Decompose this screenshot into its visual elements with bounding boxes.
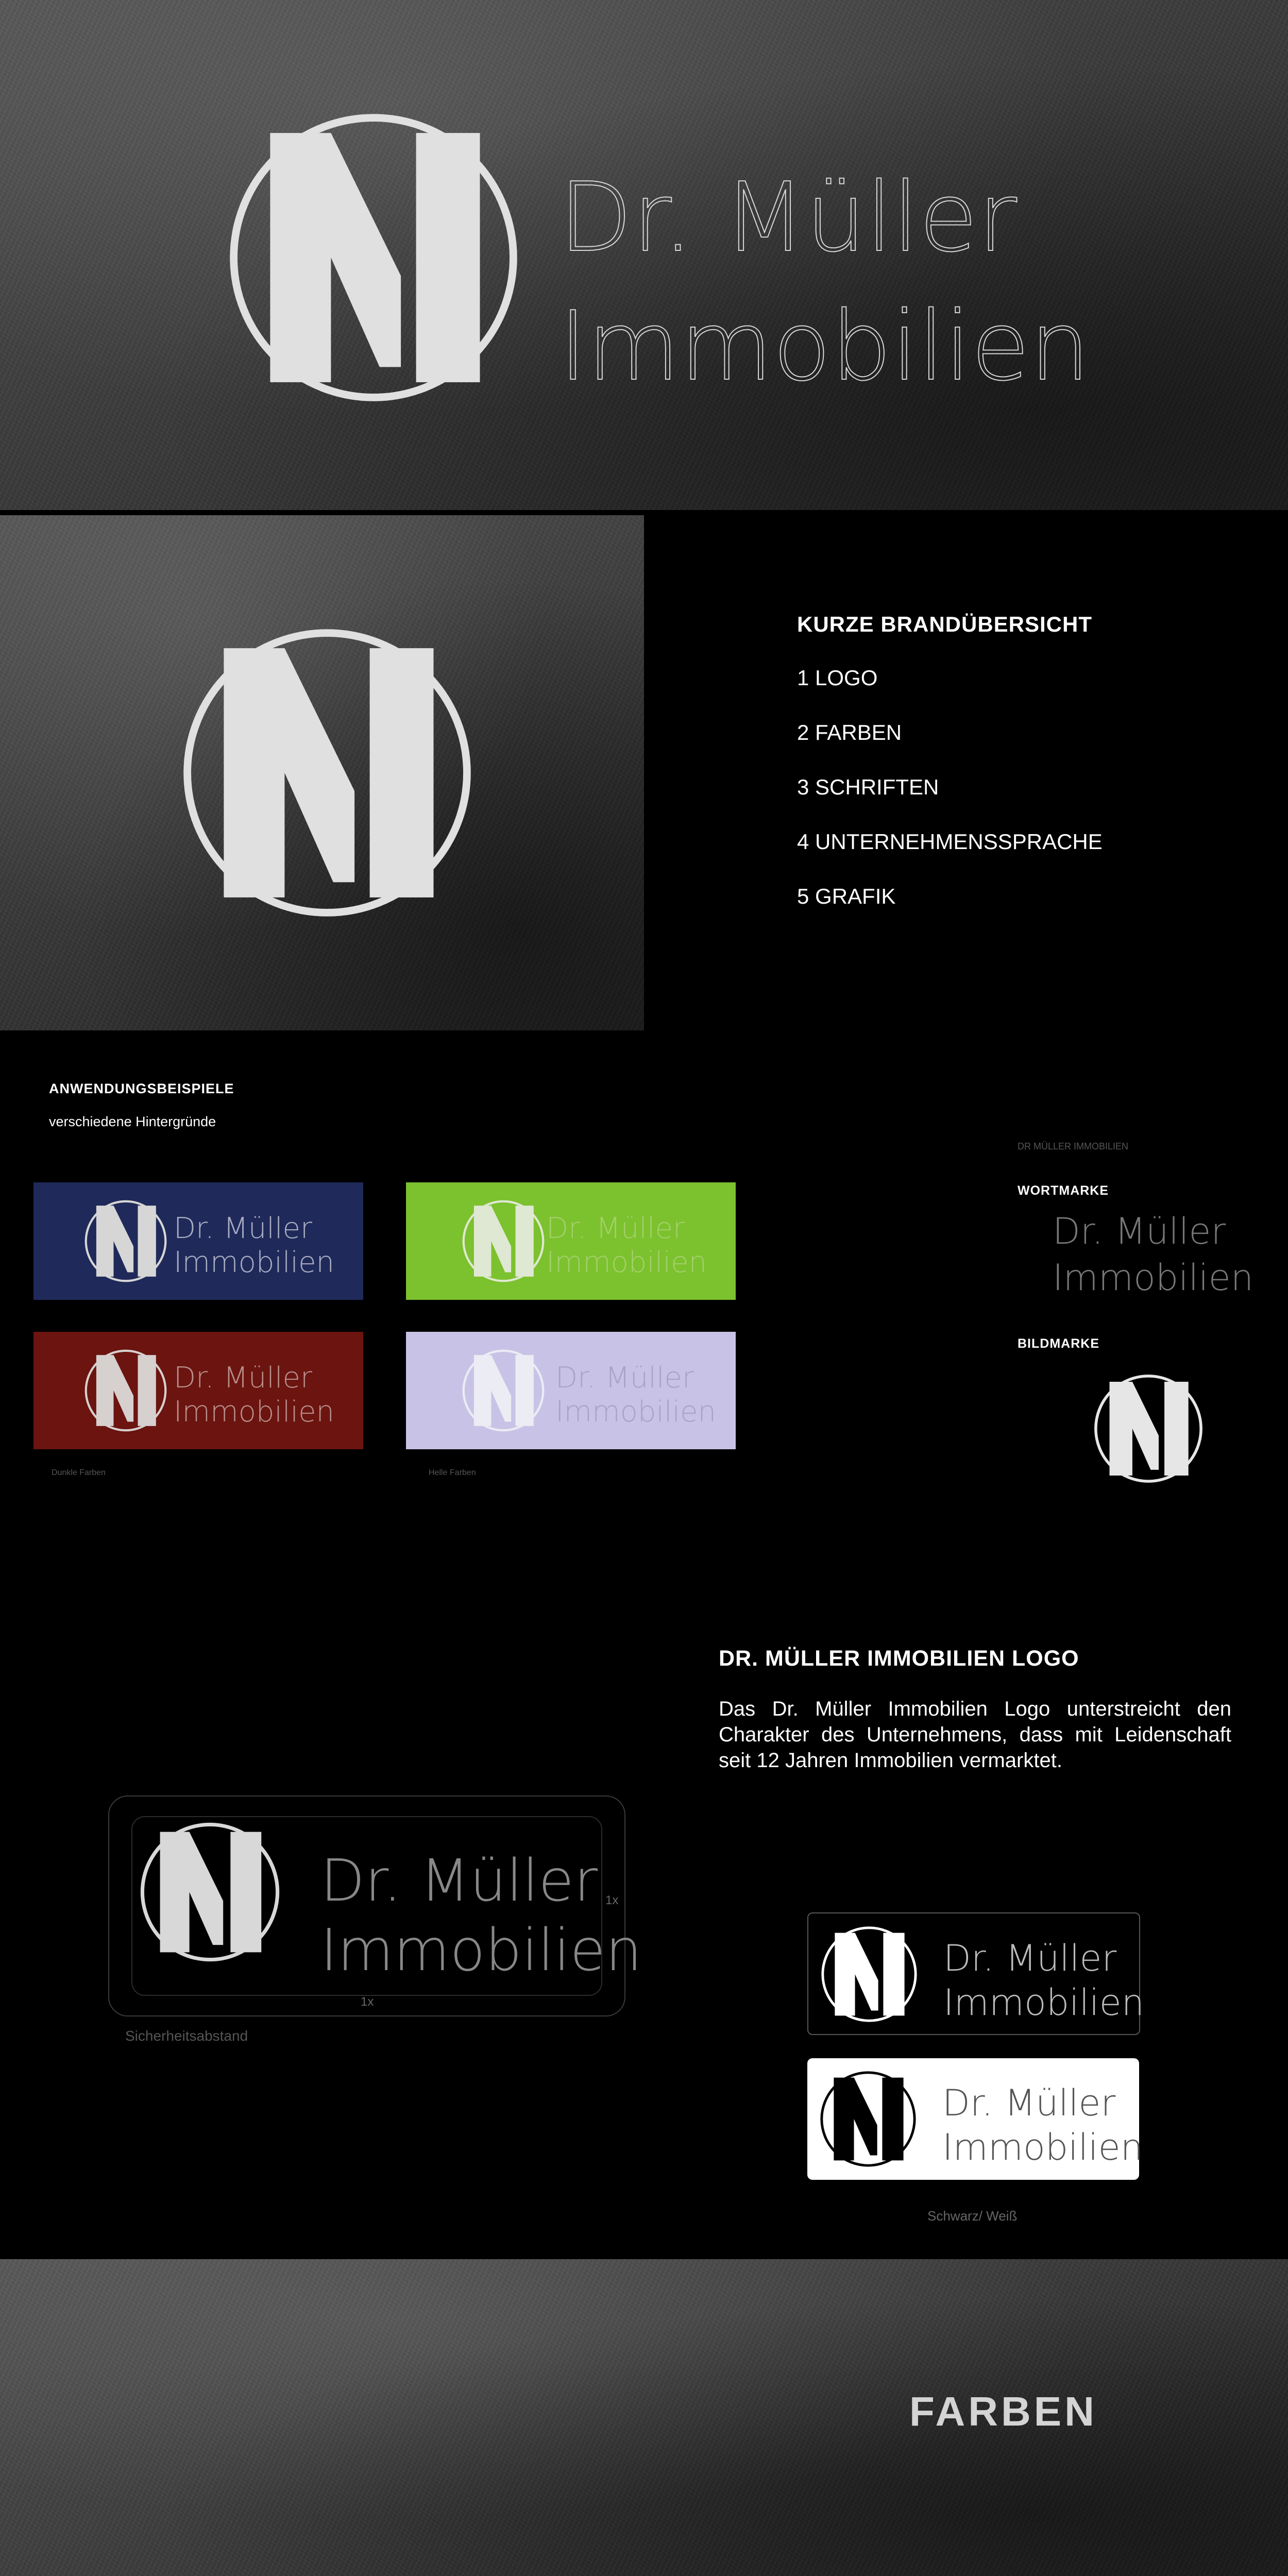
- overview-item-farben: 2 FARBEN: [797, 720, 902, 744]
- bw-caption: Schwarz/ Weiß: [927, 2208, 1018, 2224]
- monogram-logo: [819, 1924, 920, 2025]
- monogram-logo: [82, 1198, 169, 1284]
- wordmark-line2: Immobilien: [1053, 1257, 1254, 1299]
- overview-item-unternehmenssprache: 4 UNTERNEHMENSSPRACHE: [797, 829, 1103, 854]
- brand-small-label: DR MÜLLER IMMOBILIEN: [1018, 1141, 1129, 1151]
- variant-wordmark-line1: Dr. Müller: [942, 2082, 1116, 2124]
- safety-wordmark-line1: Dr. Müller: [320, 1848, 598, 1914]
- card-wordmark-line2: Immobilien: [546, 1246, 707, 1279]
- card-wordmark-line2: Immobilien: [174, 1246, 335, 1279]
- examples-subtitle: verschiedene Hintergründe: [49, 1114, 216, 1129]
- safety-wordmark-line2: Immobilien: [320, 1917, 642, 1984]
- overview-image: [0, 515, 644, 1030]
- variant-wordmark-line1: Dr. Müller: [943, 1937, 1117, 1979]
- logo-variant-white: [807, 2058, 1144, 2180]
- wordmark-label: WORTMARKE: [1018, 1183, 1109, 1198]
- variant-wordmark-line2: Immobilien: [942, 2126, 1144, 2168]
- dark-colors-caption: Dunkle Farben: [52, 1468, 106, 1477]
- safety-margin-caption: Sicherheitsabstand: [125, 2028, 248, 2044]
- logo-section-title: DR. MÜLLER IMMOBILIEN LOGO: [719, 1646, 1079, 1671]
- dimension-label-bottom: 1x: [361, 1995, 374, 2009]
- card-wordmark-line1: Dr. Müller: [174, 1212, 313, 1245]
- card-wordmark-line1: Dr. Müller: [546, 1212, 685, 1245]
- overview-item-grafik: 5 GRAFIK: [797, 884, 896, 908]
- overview-item-schriften: 3 SCHRIFTEN: [797, 775, 939, 799]
- hero-wordmark-line1: Dr. Müller: [559, 162, 1017, 273]
- card-wordmark-line1: Dr. Müller: [555, 1361, 694, 1395]
- overview-item-logo: 1 LOGO: [797, 666, 878, 690]
- card-wordmark-line1: Dr. Müller: [174, 1361, 313, 1395]
- example-card-navy: [33, 1182, 363, 1300]
- monogram-logo: [460, 1198, 547, 1284]
- examples-title: ANWENDUNGSBEISPIELE: [49, 1081, 234, 1096]
- logo-variant-black: [807, 1912, 1145, 2035]
- footer-banner: [0, 2259, 1288, 2576]
- dimension-label-right: 1x: [605, 1893, 619, 1907]
- light-colors-caption: Helle Farben: [429, 1468, 476, 1477]
- bildmarke-label: BILDMARKE: [1018, 1336, 1099, 1351]
- monogram-logo: [818, 2069, 919, 2170]
- wordmark-line1: Dr. Müller: [1053, 1210, 1226, 1252]
- hero-wordmark-line2: Immobilien: [559, 291, 1090, 402]
- monogram-logo: [137, 1819, 283, 1965]
- monogram-logo: [175, 621, 479, 925]
- example-card-lavender: [406, 1332, 736, 1449]
- example-card-red: [33, 1332, 363, 1449]
- footer-title: FARBEN: [909, 2388, 1097, 2434]
- hero-banner: [0, 0, 1288, 510]
- bildmarke-logo: [1091, 1371, 1206, 1486]
- variant-wordmark-line2: Immobilien: [943, 1981, 1145, 2024]
- monogram-logo: [460, 1347, 547, 1434]
- card-wordmark-line2: Immobilien: [174, 1395, 335, 1429]
- monogram-logo: [82, 1347, 169, 1434]
- card-wordmark-line2: Immobilien: [555, 1395, 717, 1429]
- monogram-logo: [222, 106, 526, 410]
- overview-title: KURZE BRANDÜBERSICHT: [797, 612, 1092, 636]
- example-card-green: [406, 1182, 736, 1300]
- logo-section-body: Das Dr. Müller Immobilien Logo unterstreicht den Charakter des Unternehmens, dass mit Leidenschaft seit 12 Jahren Immobilien vermarktet.: [719, 1698, 1231, 1772]
